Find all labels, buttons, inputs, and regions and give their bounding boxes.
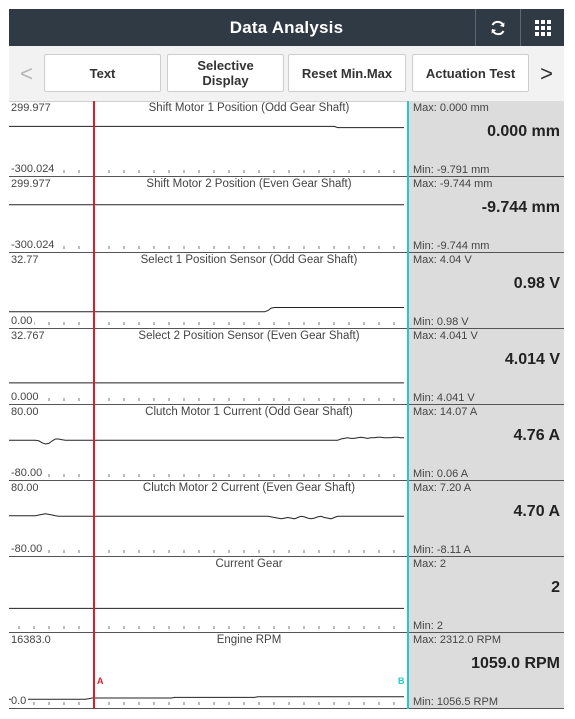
signal-name: Shift Motor 1 Position (Odd Gear Shaft) [148,102,350,114]
current-value: -9.744 mm [481,199,560,216]
actuation-test-button[interactable]: Actuation Test [412,54,529,92]
y-axis-min: -300.024 [11,239,55,251]
max-value: Max: 4.04 V [413,254,472,266]
reset-min-max-button[interactable]: Reset Min.Max [288,54,406,92]
cursor-b-line[interactable] [407,101,409,709]
max-value: Max: 4.041 V [413,330,478,342]
y-axis-max: 299.977 [11,178,51,190]
signal-trace [9,514,404,519]
y-axis-min: -80.00 [11,543,43,555]
grid-menu-button[interactable] [521,9,565,46]
next-page-button[interactable] [529,46,564,101]
toolbar [9,46,564,102]
page-title: Data Analysis [229,18,344,37]
y-axis-max: 80.00 [11,406,39,418]
y-axis-min: -80.00 [11,467,43,479]
selective-display-button[interactable]: Selective Display [167,54,284,92]
signal-trace [9,697,404,700]
signal-trace [9,308,404,312]
signal-trace [9,437,404,444]
max-value: Max: 2 [413,558,447,570]
cursor-b-label: B [398,676,405,686]
chevron-right-icon: > [540,60,553,86]
refresh-button[interactable] [476,9,520,46]
signal-name: Select 1 Position Sensor (Odd Gear Shaft) [140,254,358,266]
grid-menu-icon [534,19,552,37]
chevron-left-icon: < [20,60,33,86]
min-value: Min: 0.06 A [413,468,469,480]
min-value: Min: -9.791 mm [413,164,490,176]
signal-name: Shift Motor 2 Position (Even Gear Shaft) [146,178,352,190]
signal-name: Select 2 Position Sensor (Even Gear Shaft) [138,330,360,342]
max-value: Max: -9.744 mm [413,178,493,190]
current-value: 2 [551,579,560,596]
cursor-a-label: A [97,676,104,686]
prev-page-button[interactable] [9,46,44,101]
current-value: 4.70 A [513,503,560,520]
current-value: 0.000 mm [487,123,560,140]
current-value: 0.98 V [513,275,560,292]
y-axis-min: 0.000 [11,391,39,403]
max-value: Max: 0.000 mm [413,102,489,114]
min-value: Min: -8.11 A [413,544,471,556]
current-value: 1059.0 RPM [471,655,560,672]
signal-trace [9,126,404,127]
signal-name: Current Gear [215,558,283,570]
text-button[interactable]: Text [44,54,161,92]
signal-name: Clutch Motor 2 Current (Even Gear Shaft) [142,482,356,494]
max-value: Max: 2312.0 RPM [413,634,502,646]
y-axis-max: 32.767 [11,330,45,342]
min-value: Min: 2 [413,620,443,632]
signal-name: Clutch Motor 1 Current (Odd Gear Shaft) [145,406,353,418]
y-axis-min: 0.0 [11,695,27,707]
y-axis-max: 16383.0 [11,634,51,646]
title-bar [9,9,564,46]
signal-name: Engine RPM [216,634,282,646]
y-axis-max: 80.00 [11,482,39,494]
y-axis-max: 32.77 [11,254,39,266]
current-value: 4.76 A [513,427,560,444]
max-value: Max: 14.07 A [413,406,478,418]
min-value: Min: 0.98 V [413,316,469,328]
min-value: Min: 4.041 V [413,392,475,404]
min-value: Min: 1056.5 RPM [413,696,498,708]
cursor-a-line[interactable] [93,101,95,709]
current-value: 4.014 V [504,351,560,368]
max-value: Max: 7.20 A [413,482,472,494]
y-axis-min: 0.00 [11,315,33,327]
y-axis-min: -300.024 [11,163,55,175]
refresh-icon [488,18,508,38]
y-axis-max: 299.977 [11,102,51,114]
min-value: Min: -9.744 mm [413,240,490,252]
